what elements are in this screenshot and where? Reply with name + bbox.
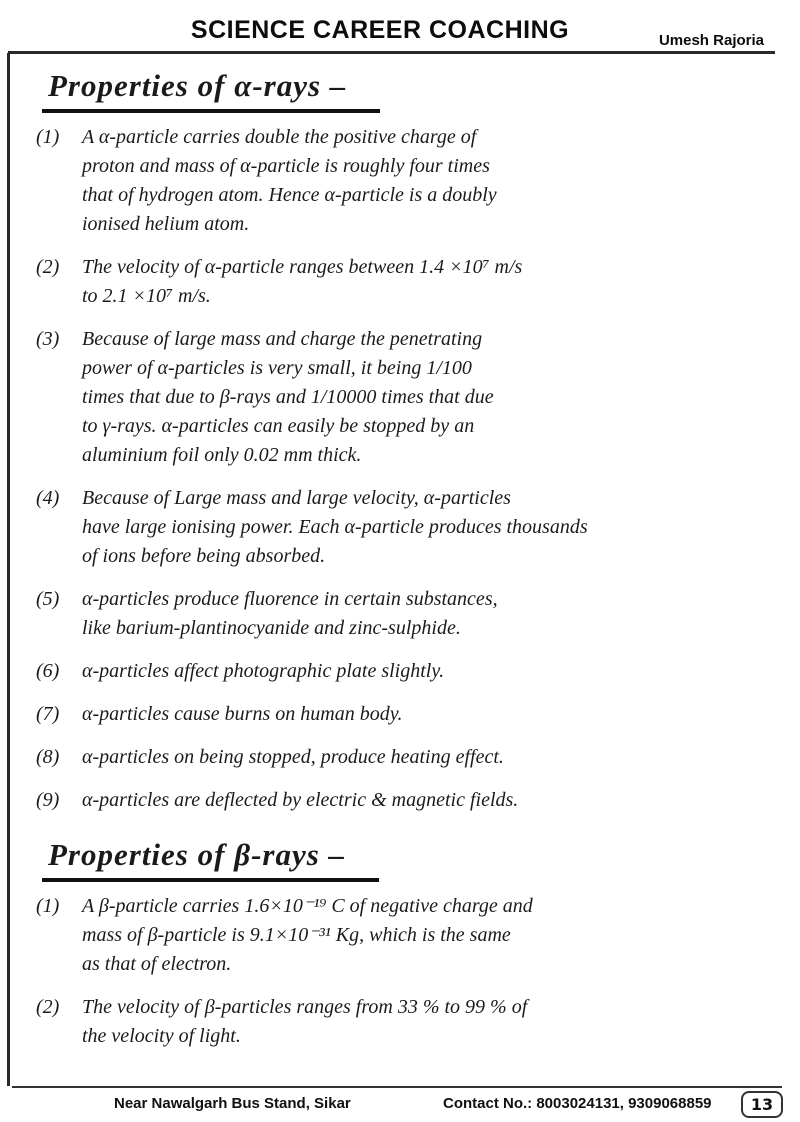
section-heading [42,68,786,113]
point-lines [82,253,786,311]
point-line: A α-particle carries double the positive charge of [82,126,477,148]
note-point [36,253,786,311]
point-lines [82,743,786,772]
notes-section [36,837,786,1051]
point-line: proton and mass of α-particle is roughly four times [82,155,490,177]
point-number: (5) [36,588,60,610]
point-number: (2) [36,996,60,1018]
note-point [36,786,786,815]
note-point [36,892,786,979]
point-number: (4) [36,487,60,509]
point-line: that of hydrogen atom. Hence α-particle is a doubly [82,184,497,206]
point-number: (3) [36,328,60,350]
point-number: (1) [36,895,60,917]
footer-divider-line [12,1086,782,1088]
point-number: (1) [36,126,60,148]
point-line: The velocity of α-particle ranges between 1.4 ×10⁷ m/s [82,256,523,278]
point-line: ionised helium atom. [82,213,250,235]
point-line: α-particles cause burns on human body. [82,703,403,725]
point-line: α-particles produce fluorence in certain substances, [82,588,498,610]
point-lines [82,786,786,815]
point-line: The velocity of β-particles ranges from 33 % to 99 % of [82,996,528,1018]
point-number: (6) [36,660,60,682]
point-lines [82,585,786,643]
point-lines [82,657,786,686]
point-line: α-particles on being stopped, produce heating effect. [82,746,504,768]
point-line: to 2.1 ×10⁷ m/s. [82,285,211,307]
section-heading [42,837,786,882]
note-point [36,325,786,470]
footer-address: Near Nawalgarh Bus Stand, Sikar [114,1095,351,1112]
author-name: Umesh Rajoria [658,32,764,49]
point-line: times that due to β-rays and 1/10000 times that due [82,386,494,408]
note-point [36,657,786,686]
point-line: Because of large mass and charge the penetrating [82,328,483,350]
note-point [36,585,786,643]
coaching-title: SCIENCE CAREER COACHING [190,16,570,44]
section-title: Properties of α-rays – [42,68,380,113]
point-number: (8) [36,746,60,768]
notes-sections [36,60,786,1065]
point-line: of ions before being absorbed. [82,545,326,567]
note-point [36,993,786,1051]
note-point [36,700,786,729]
header-divider-line [8,51,775,54]
point-line: α-particles affect photographic plate slightly. [82,660,445,682]
point-lines [82,484,786,571]
point-line: like barium-plantinocyanide and zinc-sulphide. [82,617,461,639]
point-lines [82,892,786,979]
point-lines [82,993,786,1051]
point-number: (7) [36,703,60,725]
note-point [36,743,786,772]
point-line: the velocity of light. [82,1025,241,1047]
page-number-badge: 13 [741,1091,783,1118]
point-number: (9) [36,789,60,811]
notes-section [36,68,786,815]
footer-contact: Contact No.: 8003024131, 9309068859 [443,1095,712,1112]
point-line: to γ-rays. α-particles can easily be stopped by an [82,415,475,437]
left-margin-line [7,53,10,1086]
point-line: have large ionising power. Each α-particle produces thousands [82,516,588,538]
point-lines [82,123,786,239]
note-point [36,123,786,239]
point-line: Because of Large mass and large velocity, α-particles [82,487,511,509]
point-line: as that of electron. [82,953,232,975]
point-line: aluminium foil only 0.02 mm thick. [82,444,362,466]
point-number: (2) [36,256,60,278]
point-line: mass of β-particle is 9.1×10⁻³¹ Kg, which is the same [82,924,511,946]
point-line: A β-particle carries 1.6×10⁻¹⁹ C of negative charge and [82,895,533,917]
section-title: Properties of β-rays – [42,837,379,882]
point-line: α-particles are deflected by electric & magnetic fields. [82,789,519,811]
point-lines [82,700,786,729]
point-lines [82,325,786,470]
point-line: power of α-particles is very small, it being 1/100 [82,357,472,379]
note-point [36,484,786,571]
